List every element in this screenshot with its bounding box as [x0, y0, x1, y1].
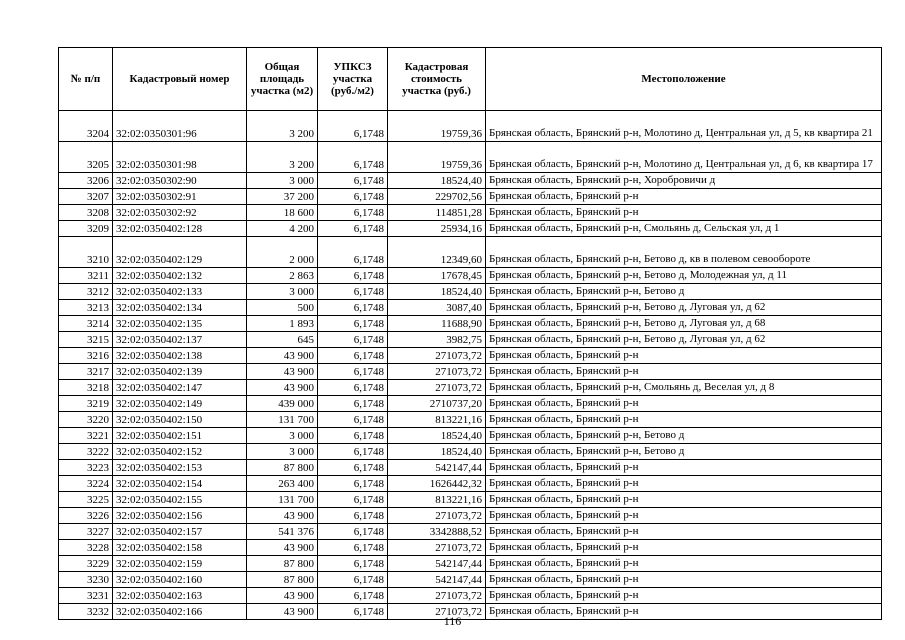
cost-value: 18524,40: [388, 428, 486, 444]
row-number: 3205: [59, 142, 113, 173]
area-value: 541 376: [247, 524, 318, 540]
table-row: [59, 205, 882, 221]
rate-value: 6,1748: [318, 111, 388, 142]
table-row: [59, 348, 882, 364]
table-row: [59, 444, 882, 460]
row-number: 3225: [59, 492, 113, 508]
cost-value: 813221,16: [388, 492, 486, 508]
cost-value: 19759,36: [388, 142, 486, 173]
cost-value: 229702,56: [388, 189, 486, 205]
cost-value: 542147,44: [388, 572, 486, 588]
area-value: 87 800: [247, 572, 318, 588]
area-value: 37 200: [247, 189, 318, 205]
rate-value: 6,1748: [318, 588, 388, 604]
area-value: 3 000: [247, 284, 318, 300]
location-text: Брянская область, Брянский р-н: [486, 508, 882, 524]
location-text: Брянская область, Брянский р-н, Бетово д, Молодежная ул, д 11: [486, 268, 882, 284]
area-value: 1 893: [247, 316, 318, 332]
cost-value: 542147,44: [388, 556, 486, 572]
table-row: [59, 556, 882, 572]
rate-value: 6,1748: [318, 380, 388, 396]
location-text: Брянская область, Брянский р-н: [486, 572, 882, 588]
location-text: Брянская область, Брянский р-н: [486, 540, 882, 556]
cost-value: 25934,16: [388, 221, 486, 237]
header-rate: УПКСЗ участка (руб./м2): [318, 48, 388, 111]
row-number: 3211: [59, 268, 113, 284]
area-value: 263 400: [247, 476, 318, 492]
cost-value: 271073,72: [388, 540, 486, 556]
cadastral-number: 32:02:0350301:96: [113, 111, 247, 142]
area-value: 500: [247, 300, 318, 316]
rate-value: 6,1748: [318, 524, 388, 540]
cadastral-number: 32:02:0350402:132: [113, 268, 247, 284]
rate-value: 6,1748: [318, 316, 388, 332]
cadastral-number: 32:02:0350402:153: [113, 460, 247, 476]
row-number: 3228: [59, 540, 113, 556]
row-number: 3208: [59, 205, 113, 221]
area-value: 87 800: [247, 460, 318, 476]
cost-value: 1626442,32: [388, 476, 486, 492]
cost-value: 17678,45: [388, 268, 486, 284]
location-text: Брянская область, Брянский р-н, Хоробровичи д: [486, 173, 882, 189]
location-text: Брянская область, Брянский р-н: [486, 364, 882, 380]
location-text: Брянская область, Брянский р-н: [486, 524, 882, 540]
rate-value: 6,1748: [318, 284, 388, 300]
location-text: Брянская область, Брянский р-н, Бетово д: [486, 428, 882, 444]
table-row: [59, 588, 882, 604]
cost-value: 18524,40: [388, 284, 486, 300]
row-number: 3223: [59, 460, 113, 476]
row-number: 3206: [59, 173, 113, 189]
cadastral-number: 32:02:0350402:155: [113, 492, 247, 508]
row-number: 3230: [59, 572, 113, 588]
area-value: 3 000: [247, 428, 318, 444]
rate-value: 6,1748: [318, 189, 388, 205]
cadastral-number: 32:02:0350402:156: [113, 508, 247, 524]
cadastral-number: 32:02:0350402:160: [113, 572, 247, 588]
cadastral-table: [58, 47, 882, 620]
row-number: 3219: [59, 396, 113, 412]
location-text: Брянская область, Брянский р-н, Молотино д, Центральная ул, д 5, кв квартира 21: [486, 111, 882, 142]
cadastral-number: 32:02:0350402:158: [113, 540, 247, 556]
table-row: [59, 111, 882, 142]
cadastral-number: 32:02:0350402:138: [113, 348, 247, 364]
row-number: 3220: [59, 412, 113, 428]
header-cadastral-number: Кадастровый номер: [113, 48, 247, 111]
location-text: Брянская область, Брянский р-н, Бетово д: [486, 284, 882, 300]
table-row: [59, 332, 882, 348]
cadastral-number: 32:02:0350402:151: [113, 428, 247, 444]
cost-value: 2710737,20: [388, 396, 486, 412]
table-row: [59, 173, 882, 189]
row-number: 3217: [59, 364, 113, 380]
location-text: Брянская область, Брянский р-н, Бетово д, Луговая ул, д 62: [486, 300, 882, 316]
cadastral-number: 32:02:0350301:98: [113, 142, 247, 173]
rate-value: 6,1748: [318, 268, 388, 284]
table-row: [59, 189, 882, 205]
table-row: [59, 460, 882, 476]
table-row: [59, 396, 882, 412]
row-number: 3218: [59, 380, 113, 396]
area-value: 2 863: [247, 268, 318, 284]
row-number: 3226: [59, 508, 113, 524]
cost-value: 271073,72: [388, 604, 486, 620]
row-number: 3232: [59, 604, 113, 620]
rate-value: 6,1748: [318, 205, 388, 221]
table-row: [59, 508, 882, 524]
cost-value: 542147,44: [388, 460, 486, 476]
row-number: 3231: [59, 588, 113, 604]
rate-value: 6,1748: [318, 364, 388, 380]
header-num: № п/п: [59, 48, 113, 111]
area-value: 4 200: [247, 221, 318, 237]
area-value: 43 900: [247, 364, 318, 380]
row-number: 3224: [59, 476, 113, 492]
area-value: 43 900: [247, 604, 318, 620]
table-header-row: [59, 48, 882, 111]
table-row: [59, 364, 882, 380]
cost-value: 271073,72: [388, 380, 486, 396]
rate-value: 6,1748: [318, 396, 388, 412]
row-number: 3216: [59, 348, 113, 364]
location-text: Брянская область, Брянский р-н: [486, 588, 882, 604]
page-number: 116: [443, 614, 462, 628]
area-value: 3 200: [247, 111, 318, 142]
cost-value: 19759,36: [388, 111, 486, 142]
rate-value: 6,1748: [318, 173, 388, 189]
table-body: [59, 111, 882, 620]
rate-value: 6,1748: [318, 142, 388, 173]
row-number: 3221: [59, 428, 113, 444]
cadastral-number: 32:02:0350402:139: [113, 364, 247, 380]
rate-value: 6,1748: [318, 444, 388, 460]
location-text: Брянская область, Брянский р-н, Бетово д, кв в полевом севообороте: [486, 237, 882, 268]
table-row: [59, 316, 882, 332]
rate-value: 6,1748: [318, 428, 388, 444]
location-text: Брянская область, Брянский р-н, Смольянь д, Веселая ул, д 8: [486, 380, 882, 396]
cadastral-number: 32:02:0350402:133: [113, 284, 247, 300]
row-number: 3212: [59, 284, 113, 300]
location-text: Брянская область, Брянский р-н: [486, 396, 882, 412]
cost-value: 271073,72: [388, 588, 486, 604]
cadastral-number: 32:02:0350402:152: [113, 444, 247, 460]
cadastral-number: 32:02:0350402:150: [113, 412, 247, 428]
location-text: Брянская область, Брянский р-н, Бетово д: [486, 444, 882, 460]
header-cost: Кадастровая стоимость участка (руб.): [388, 48, 486, 111]
table-row: [59, 300, 882, 316]
row-number: 3222: [59, 444, 113, 460]
location-text: Брянская область, Брянский р-н: [486, 460, 882, 476]
cost-value: 271073,72: [388, 508, 486, 524]
row-number: 3204: [59, 111, 113, 142]
area-value: 2 000: [247, 237, 318, 268]
table-row: [59, 492, 882, 508]
row-number: 3210: [59, 237, 113, 268]
area-value: 645: [247, 332, 318, 348]
row-number: 3209: [59, 221, 113, 237]
cadastral-number: 32:02:0350402:159: [113, 556, 247, 572]
cost-value: 18524,40: [388, 444, 486, 460]
table-row: [59, 540, 882, 556]
area-value: 3 200: [247, 142, 318, 173]
area-value: 3 000: [247, 173, 318, 189]
location-text: Брянская область, Брянский р-н, Бетово д, Луговая ул, д 62: [486, 332, 882, 348]
cadastral-number: 32:02:0350402:154: [113, 476, 247, 492]
rate-value: 6,1748: [318, 348, 388, 364]
table-row: [59, 268, 882, 284]
table-row: [59, 380, 882, 396]
rate-value: 6,1748: [318, 492, 388, 508]
location-text: Брянская область, Брянский р-н: [486, 476, 882, 492]
area-value: 18 600: [247, 205, 318, 221]
area-value: 43 900: [247, 540, 318, 556]
row-number: 3215: [59, 332, 113, 348]
area-value: 43 900: [247, 380, 318, 396]
area-value: 131 700: [247, 492, 318, 508]
table-row: [59, 237, 882, 268]
header-location: Местоположение: [486, 48, 882, 111]
table-row: [59, 524, 882, 540]
table-row: [59, 284, 882, 300]
cadastral-number: 32:02:0350302:92: [113, 205, 247, 221]
table-row: [59, 428, 882, 444]
table-row: [59, 221, 882, 237]
cadastral-number: 32:02:0350402:135: [113, 316, 247, 332]
area-value: 43 900: [247, 588, 318, 604]
location-text: Брянская область, Брянский р-н: [486, 205, 882, 221]
table-row: [59, 412, 882, 428]
cadastral-number: 32:02:0350402:128: [113, 221, 247, 237]
rate-value: 6,1748: [318, 604, 388, 620]
row-number: 3213: [59, 300, 113, 316]
rate-value: 6,1748: [318, 332, 388, 348]
cost-value: 813221,16: [388, 412, 486, 428]
rate-value: 6,1748: [318, 412, 388, 428]
cadastral-number: 32:02:0350402:166: [113, 604, 247, 620]
area-value: 439 000: [247, 396, 318, 412]
cadastral-number: 32:02:0350302:90: [113, 173, 247, 189]
area-value: 43 900: [247, 348, 318, 364]
cadastral-number: 32:02:0350402:163: [113, 588, 247, 604]
cost-value: 18524,40: [388, 173, 486, 189]
location-text: Брянская область, Брянский р-н: [486, 189, 882, 205]
cadastral-number: 32:02:0350402:129: [113, 237, 247, 268]
cost-value: 3342888,52: [388, 524, 486, 540]
location-text: Брянская область, Брянский р-н: [486, 604, 882, 620]
rate-value: 6,1748: [318, 540, 388, 556]
location-text: Брянская область, Брянский р-н, Бетово д, Луговая ул, д 68: [486, 316, 882, 332]
cadastral-number: 32:02:0350402:137: [113, 332, 247, 348]
rate-value: 6,1748: [318, 237, 388, 268]
cost-value: 3982,75: [388, 332, 486, 348]
cadastral-number: 32:02:0350402:149: [113, 396, 247, 412]
cadastral-number: 32:02:0350402:134: [113, 300, 247, 316]
cadastral-number: 32:02:0350302:91: [113, 189, 247, 205]
row-number: 3207: [59, 189, 113, 205]
row-number: 3229: [59, 556, 113, 572]
cost-value: 3087,40: [388, 300, 486, 316]
table-row: [59, 142, 882, 173]
location-text: Брянская область, Брянский р-н: [486, 348, 882, 364]
rate-value: 6,1748: [318, 556, 388, 572]
cost-value: 11688,90: [388, 316, 486, 332]
row-number: 3227: [59, 524, 113, 540]
location-text: Брянская область, Брянский р-н: [486, 412, 882, 428]
cost-value: 12349,60: [388, 237, 486, 268]
location-text: Брянская область, Брянский р-н: [486, 556, 882, 572]
table-row: [59, 572, 882, 588]
cost-value: 114851,28: [388, 205, 486, 221]
rate-value: 6,1748: [318, 508, 388, 524]
rate-value: 6,1748: [318, 460, 388, 476]
cadastral-number: 32:02:0350402:157: [113, 524, 247, 540]
rate-value: 6,1748: [318, 300, 388, 316]
area-value: 43 900: [247, 508, 318, 524]
table-row: [59, 476, 882, 492]
cost-value: 271073,72: [388, 364, 486, 380]
cadastral-number: 32:02:0350402:147: [113, 380, 247, 396]
area-value: 87 800: [247, 556, 318, 572]
location-text: Брянская область, Брянский р-н, Смольянь д, Сельская ул, д 1: [486, 221, 882, 237]
rate-value: 6,1748: [318, 572, 388, 588]
cost-value: 271073,72: [388, 348, 486, 364]
area-value: 131 700: [247, 412, 318, 428]
header-area: Общая площадь участка (м2): [247, 48, 318, 111]
rate-value: 6,1748: [318, 221, 388, 237]
location-text: Брянская область, Брянский р-н, Молотино д, Центральная ул, д 6, кв квартира 17: [486, 142, 882, 173]
area-value: 3 000: [247, 444, 318, 460]
rate-value: 6,1748: [318, 476, 388, 492]
location-text: Брянская область, Брянский р-н: [486, 492, 882, 508]
row-number: 3214: [59, 316, 113, 332]
